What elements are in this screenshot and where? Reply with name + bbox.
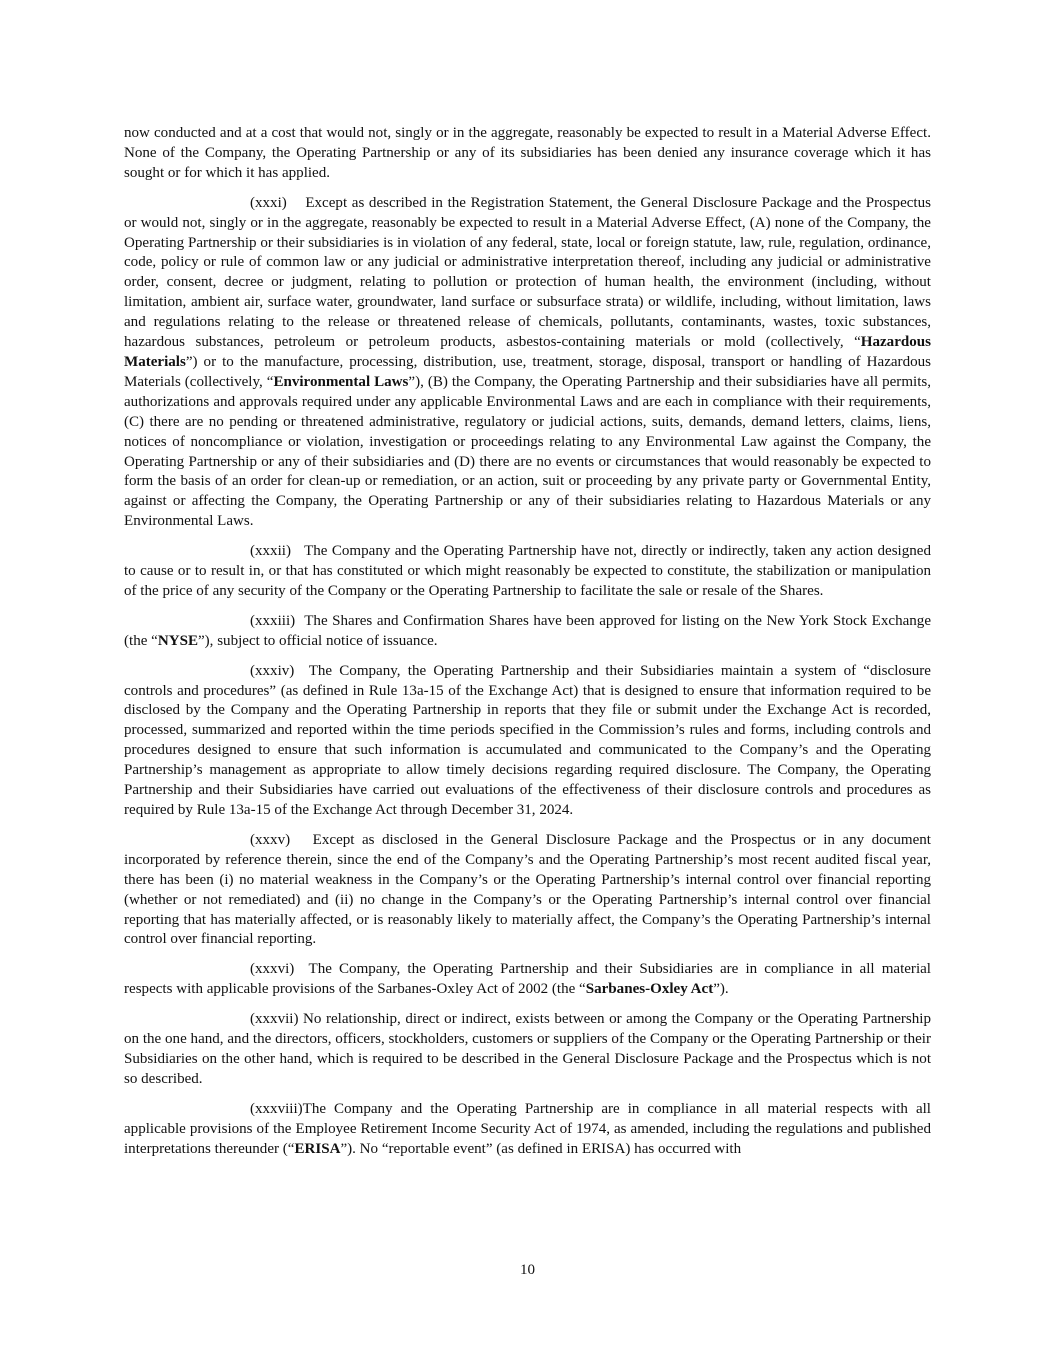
paragraph-text: ”).: [713, 981, 729, 998]
paragraph-xxxvi: [124, 960, 931, 1000]
paragraph-text: ”) or to the manufacture, processing, distribution, use, treatment, storage, disposal, transport or handling of Hazardous Materials (collectively, “: [124, 353, 931, 390]
paragraph-text: Except as disclosed in the General Disclosure Package and the Prospectus or in any document incorporated by reference therein, since the end of the Company’s and the Operating Partnership’s most recent audited fiscal year, there has been (i) no material weakness in the Company’s or the Operating Partnership’s internal control over financial reporting (whether or not remediated) and (ii) no change in the Company’s or the Operating Partnership’s internal control over financial reporting that has materially affected, or is reasonably likely to materially affect, the Company’s the Operating Partnership’s internal control over financial reporting.: [124, 831, 931, 948]
page-number: 10: [519, 1262, 536, 1278]
paragraph-text: Except as described in the Registration Statement, the General Disclosure Package and the Prospectus or would not, singly or in the aggregate, reasonably be expected to result in a Material Adverse Effect, (A) none of the Company, the Operating Partnership or their subsidiaries is in violation of any federal, state, local or foreign statute, law, rule, regulation, ordinance, code, policy or rule of common law or any judicial or administrative interpretation thereof, including any judicial or administrative order, consent, decree or judgment, relating to pollution or protection of human health, the environment (including, without limitation, ambient air, surface water, groundwater, land surface or subsurface strata) or wildlife, including, without limitation, laws and regulations relating to the release or threatened release of chemicals, pollutants, contaminants, wastes, toxic substances, hazardous substances, petroleum or petroleum products, asbestos-containing materials or mold (collectively, “: [124, 194, 931, 351]
document-page: [124, 124, 931, 1170]
defined-term: Sarbanes-Oxley Act: [585, 981, 714, 998]
paragraph-text: No relationship, direct or indirect, exists between or among the Company or the Operating Partnership on the one hand, and the directors, officers, stockholders, customers or suppliers of the Company or the Operating Partnership or their Subsidiaries on the other hand, which is required to be described in the General Disclosure Package and the Prospectus which is not so described.: [124, 1011, 931, 1087]
paragraph-text: The Company and the Operating Partnership have not, directly or indirectly, taken any action designed to cause or to result in, or that has constituted or which might reasonably be expected to constitute, the stabilization or manipulation of the price of any security of the Company or the Operating Partnership to facilitate the sale or resale of the Shares.: [124, 543, 931, 599]
defined-term: Hazardous Materials: [124, 334, 931, 370]
paragraph-text: now conducted and at a cost that would not, singly or in the aggregate, reasonably be expected to result in a Material Adverse Effect. None of the Company, the Operating Partnership or any of its subsidiaries has been denied any insurance coverage which it has sought or for which it has applied.: [124, 125, 931, 181]
paragraph-text: ”). No “reportable event” (as defined in ERISA) has occurred with: [340, 1140, 742, 1157]
paragraph-xxxvii: [124, 1010, 931, 1090]
paragraph-number: (xxxii): [250, 543, 291, 560]
paragraph-xxxiv: [124, 662, 931, 821]
paragraph-text: The Company, the Operating Partnership and their Subsidiaries maintain a system of “disclosure controls and procedures” (as defined in Rule 13a-15 of the Exchange Act) that is designed to ensure that information required to be disclosed by the Company and the Operating Partnership in reports that they file or submit under the Exchange Act is recorded, processed, summarized and reported within the time periods specified in the Commission’s rules and forms, including controls and procedures designed to ensure that such information is accumulated and communicated to the Company’s and the Operating Partnership’s management as appropriate to allow timely decisions regarding required disclosure. The Company, the Operating Partnership and their Subsidiaries have carried out evaluations of the effectiveness of their disclosure controls and procedures as required by Rule 13a-15 of the Exchange Act through December 31, 2024.: [124, 662, 931, 818]
paragraph-number: (xxxiii): [250, 612, 296, 629]
paragraph-number: (xxxvi): [250, 961, 295, 978]
defined-term: Environmental Laws: [273, 373, 409, 390]
paragraph-number: (xxxi): [250, 194, 287, 211]
paragraph-continued: [124, 124, 931, 184]
paragraph-text: The Shares and Confirmation Shares have been approved for listing on the New York Stock Exchange (the “: [124, 612, 932, 649]
paragraph-xxxiii: [124, 612, 931, 652]
paragraph-xxxv: [124, 831, 931, 950]
paragraph-xxxi: [124, 194, 931, 532]
paragraph-number: (xxxviii): [250, 1100, 303, 1117]
paragraph-number: (xxxv): [250, 831, 291, 848]
paragraph-xxxviii: [124, 1100, 931, 1160]
paragraph-text: The Company and the Operating Partnership are in compliance in all material respects with all applicable provisions of the Employee Retirement Income Security Act of 1974, as amended, including the regulations and published interpretations thereunder (“: [124, 1100, 931, 1157]
defined-term: NYSE: [157, 632, 198, 649]
paragraph-text: ”), subject to official notice of issuance.: [197, 632, 438, 649]
paragraph-text: ”), (B) the Company, the Operating Partnership and their subsidiaries have all permits, authorizations and approvals required under any applicable Environmental Laws and are each in compliance with their requirements, (C) there are no pending or threatened administrative, regulatory or judicial actions, suits, demands, demand letters, claims, liens, notices of noncompliance or violation, investigation or proceedings relating to any Environmental Law against the Company, the Operating Partnership or any of their subsidiaries and (D) there are no events or circumstances that would reasonably be expected to form the basis of an order for clean-up or remediation, or an action, suit or proceeding by any private party or Governmental Entity, against or affecting the Company, the Operating Partnership or any of their subsidiaries relating to Hazardous Materials or any Environmental Laws.: [124, 373, 932, 530]
paragraph-number: (xxxvii): [250, 1011, 299, 1028]
paragraph-xxxii: [124, 542, 931, 602]
paragraph-number: (xxxiv): [250, 662, 295, 679]
defined-term: ERISA: [294, 1140, 341, 1157]
paragraph-text: The Company, the Operating Partnership and their Subsidiaries are in compliance in all material respects with applicable provisions of the Sarbanes-Oxley Act of 2002 (the “: [124, 961, 931, 998]
